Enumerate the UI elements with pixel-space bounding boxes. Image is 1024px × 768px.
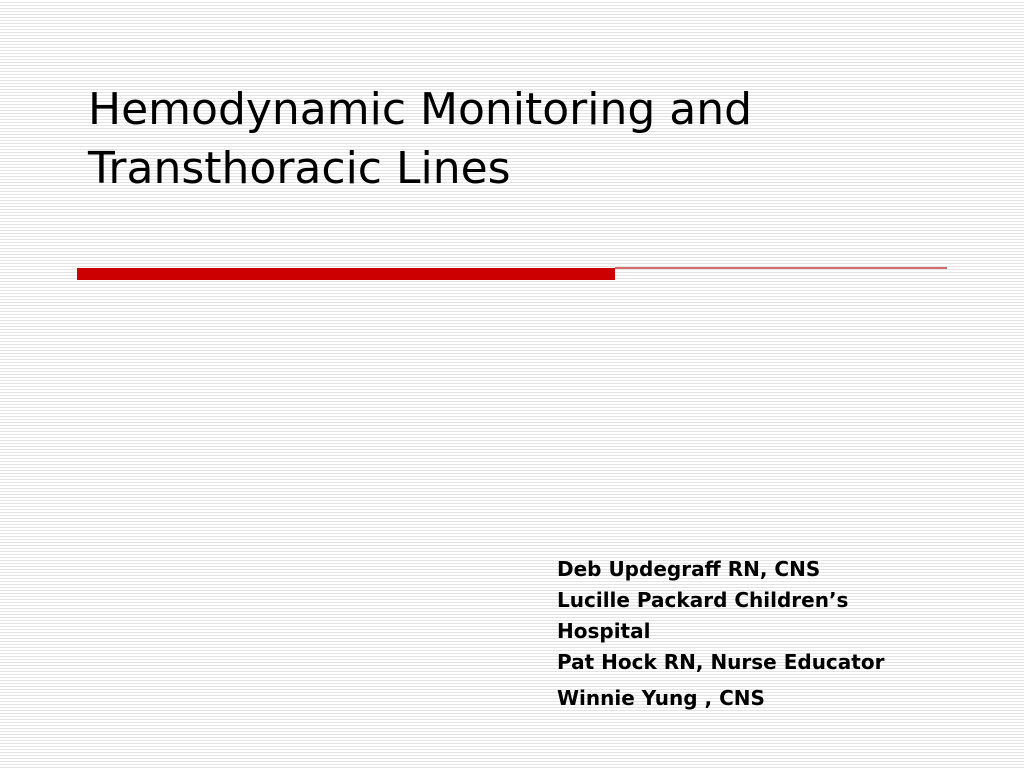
title-line-1: Hemodynamic Monitoring and — [88, 84, 753, 135]
author-block — [557, 554, 997, 714]
title-underline-thin — [615, 267, 947, 269]
title-line-2: Transthoracic Lines — [88, 143, 511, 194]
author-line-5: Winnie Yung , CNS — [557, 686, 765, 710]
author-line-2: Lucille Packard Children’s — [557, 588, 849, 612]
author-line-1: Deb Updegraff RN, CNS — [557, 557, 821, 581]
slide-title — [88, 80, 968, 198]
title-underline-thick — [77, 268, 615, 280]
author-line-3: Hospital — [557, 619, 651, 643]
author-line-4: Pat Hock RN, Nurse Educator — [557, 650, 885, 674]
